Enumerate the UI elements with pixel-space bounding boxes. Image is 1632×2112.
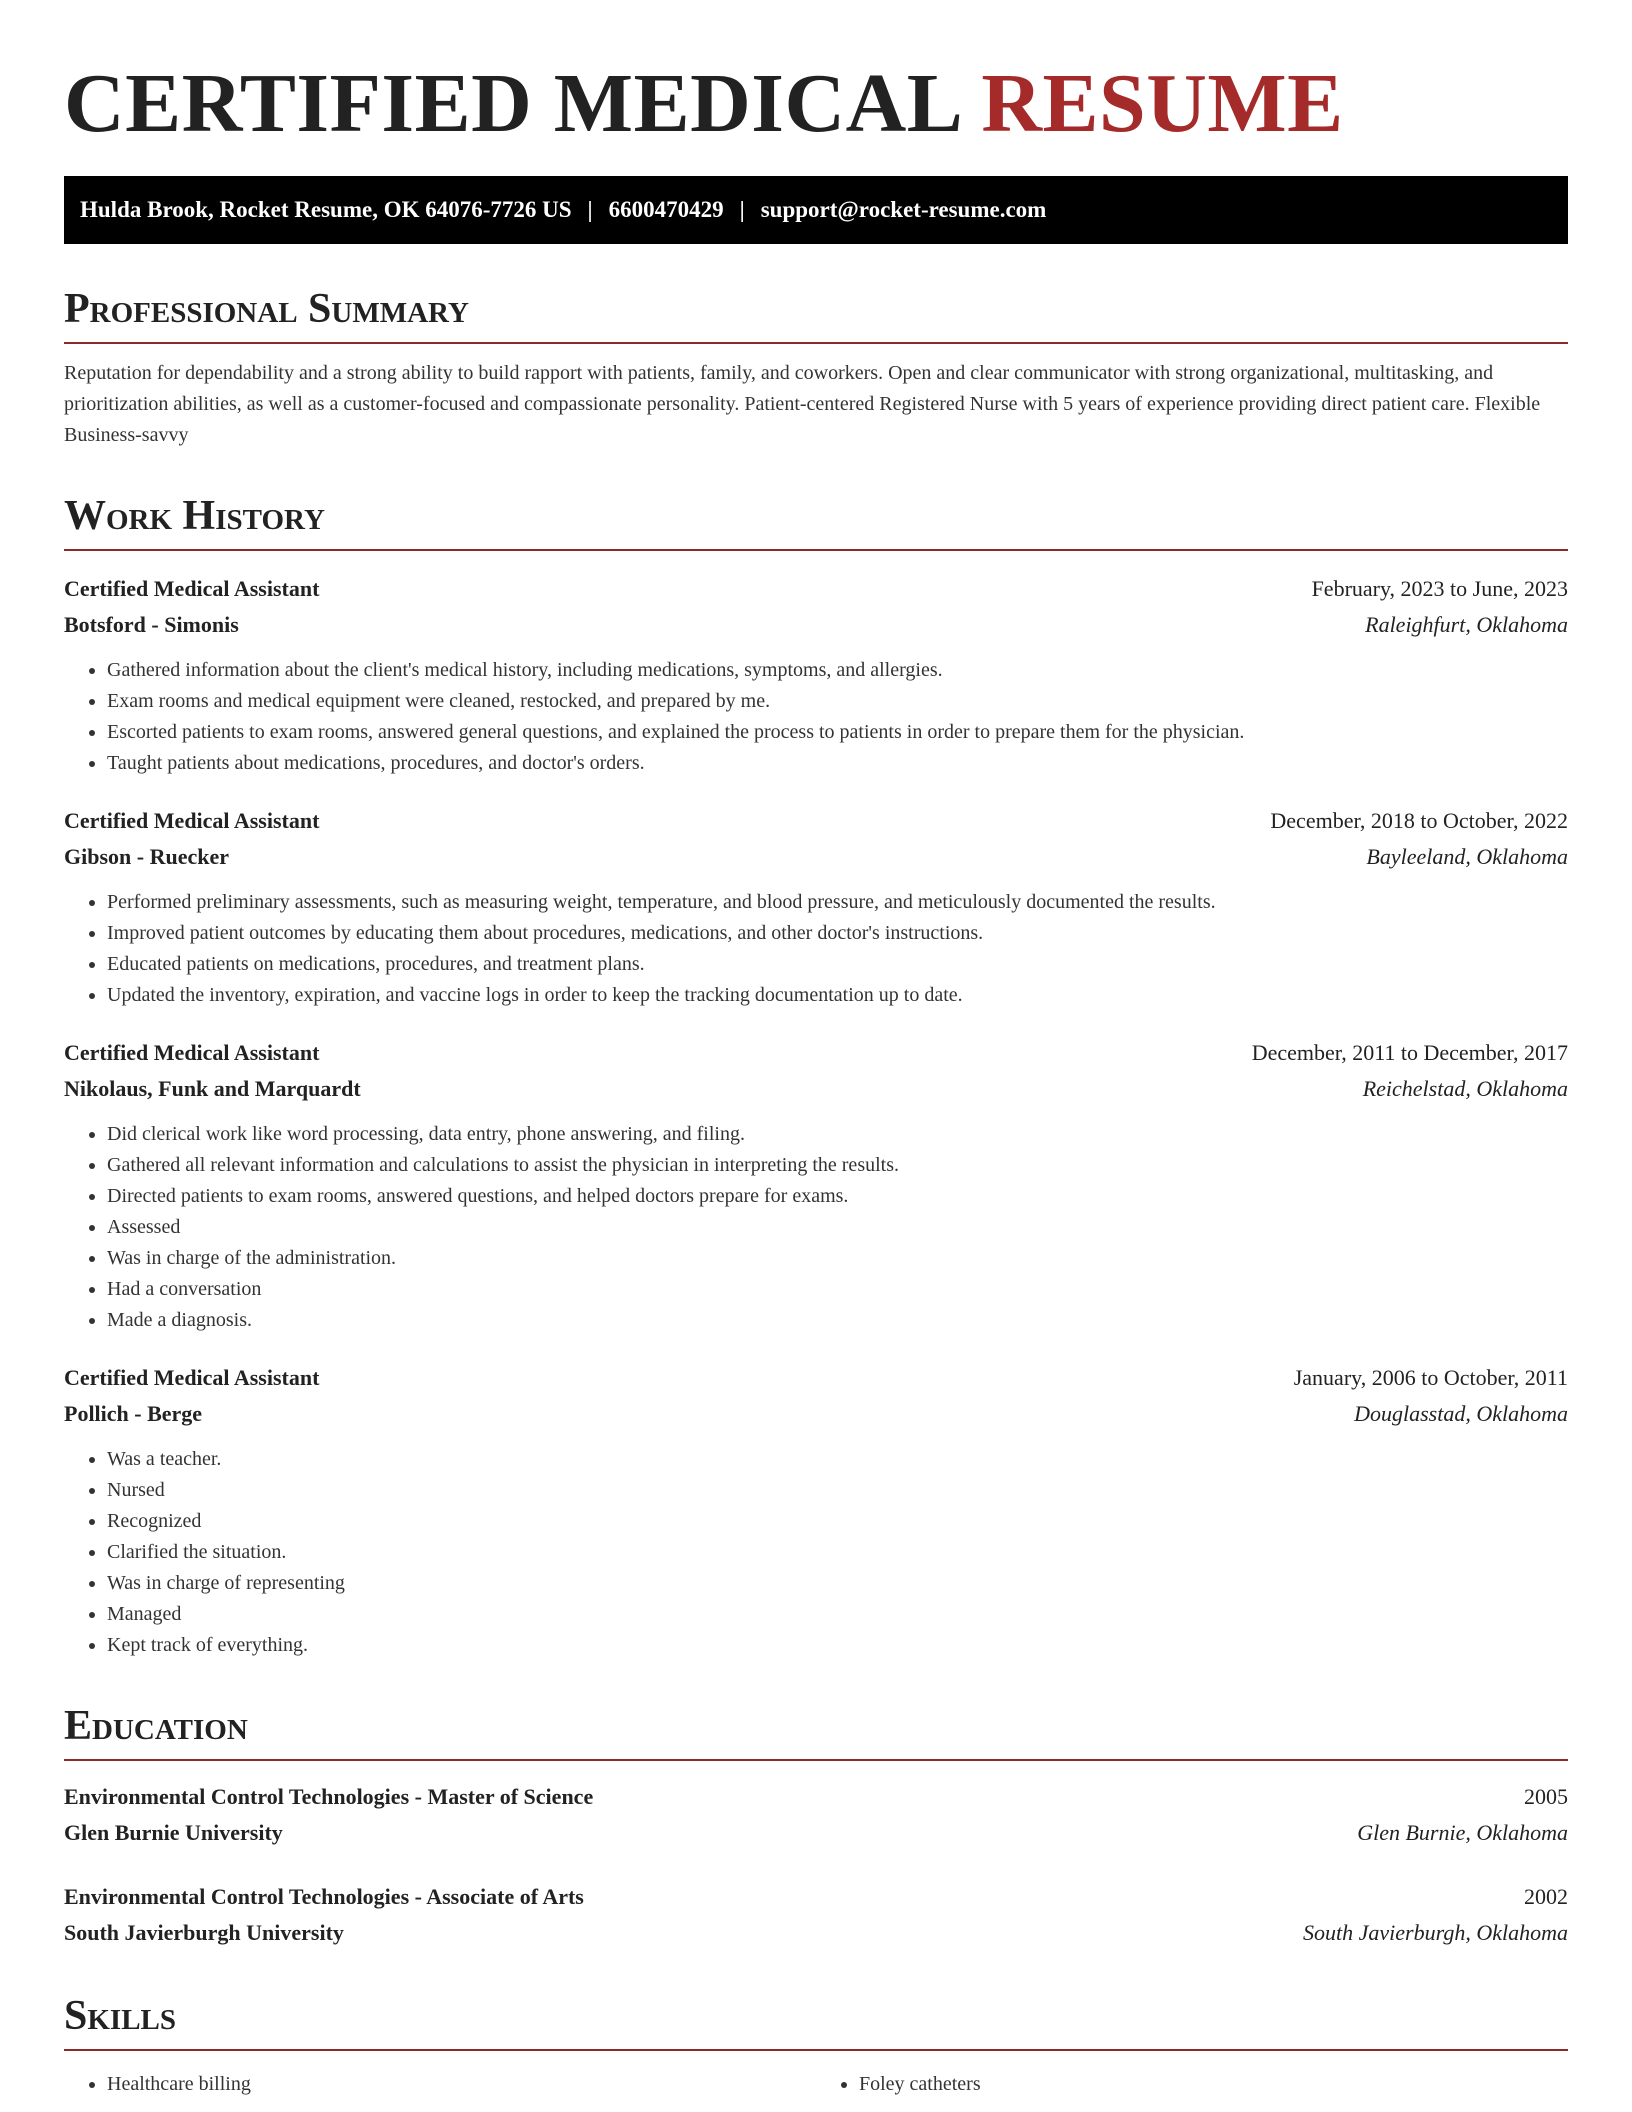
job-bullet: • Gathered all relevant information and calculations to assist the physician in interpreting the results.: [107, 1150, 1568, 1181]
job-company: Nikolaus, Funk and Marquardt: [64, 1076, 361, 1101]
job-bullet: • Assessed: [107, 1212, 1568, 1243]
education-year: 2005: [1524, 1784, 1568, 1809]
job-title: Certified Medical Assistant: [64, 576, 320, 601]
job-bullet: • Improved patient outcomes by educating them about procedures, medications, and other doctor's instructions.: [107, 918, 1568, 949]
job-bullets: [64, 1119, 1568, 1336]
job-bullet: • Escorted patients to exam rooms, answered general questions, and explained the process to patients in order to prepare them for the physician.: [107, 717, 1568, 748]
education-school: South Javierburgh University: [64, 1920, 344, 1945]
resume-title: [64, 0, 1568, 156]
job-entry: [64, 1035, 1568, 1336]
job-entry: [64, 1360, 1568, 1661]
job-bullets: [64, 1444, 1568, 1661]
job-bullet: • Managed: [107, 1599, 1568, 1630]
job-dates: December, 2011 to December, 2017: [1251, 1040, 1568, 1065]
job-bullet: • Performed preliminary assessments, such as measuring weight, temperature, and blood pressure, and meticulously documented the results.: [107, 887, 1568, 918]
job-bullet: • Recognized: [107, 1506, 1568, 1537]
title-accent: RESUME: [981, 57, 1344, 150]
summary-heading: Professional Summary: [64, 284, 1568, 344]
job-location: Reichelstad, Oklahoma: [1362, 1076, 1568, 1101]
education-entry: [64, 1879, 1568, 1951]
job-bullet: • Clarified the situation.: [107, 1537, 1568, 1568]
job-dates: February, 2023 to June, 2023: [1311, 576, 1568, 601]
job-company: Botsford - Simonis: [64, 612, 239, 637]
job-bullet: • Was in charge of the administration.: [107, 1243, 1568, 1274]
job-bullet: • Was a teacher.: [107, 1444, 1568, 1475]
job-location: Douglasstad, Oklahoma: [1354, 1401, 1568, 1426]
job-company: Pollich - Berge: [64, 1401, 203, 1426]
summary-text: Reputation for dependability and a strong ability to build rapport with patients, family, and coworkers. Open and clear communicator with strong organizational, multitasking, and prioritization abilities, as well as a customer-focused and compassionate personality. Patient-centered Registered Nurse with 5 years of experience providing direct patient care. Flexible Business-savvy: [64, 362, 1541, 446]
job-bullet: • Gathered information about the client's medical history, including medications, symptoms, and allergies.: [107, 655, 1568, 686]
job-entry: [64, 571, 1568, 779]
job-bullet: • Taught patients about medications, procedures, and doctor's orders.: [107, 748, 1568, 779]
job-bullet: • Made a diagnosis.: [107, 1305, 1568, 1336]
job-title: Certified Medical Assistant: [64, 808, 320, 833]
job-bullet: • Had a conversation: [107, 1274, 1568, 1305]
job-bullet: • Kept track of everything.: [107, 1630, 1568, 1661]
job-bullet: • Exam rooms and medical equipment were cleaned, restocked, and prepared by me.: [107, 686, 1568, 717]
contact-email: support@rocket-resume.com: [760, 197, 1047, 222]
education-heading: Education: [64, 1701, 1568, 1761]
contact-address: Hulda Brook, Rocket Resume, OK 64076-7726 US: [80, 197, 572, 222]
education-location: South Javierburgh, Oklahoma: [1303, 1920, 1568, 1945]
job-location: Raleighfurt, Oklahoma: [1365, 612, 1568, 637]
job-bullets: [64, 655, 1568, 779]
contact-separator: |: [739, 197, 745, 222]
skill-item: • Healthcare billing: [107, 2069, 816, 2100]
job-dates: January, 2006 to October, 2011: [1293, 1365, 1568, 1390]
title-main: CERTIFIED MEDICAL: [64, 57, 964, 150]
job-bullet: • Did clerical work like word processing, data entry, phone answering, and filing.: [107, 1119, 1568, 1150]
skills-heading: Skills: [64, 1991, 1568, 2051]
job-dates: December, 2018 to October, 2022: [1270, 808, 1568, 833]
contact-bar: [64, 176, 1568, 244]
skill-item: • Foley catheters: [859, 2069, 1568, 2100]
education-degree: Environmental Control Technologies - Master of Science: [64, 1784, 594, 1809]
job-bullet: • Updated the inventory, expiration, and vaccine logs in order to keep the tracking documentation up to date.: [107, 980, 1568, 1011]
education-entry: [64, 1779, 1568, 1851]
job-entry: [64, 803, 1568, 1011]
job-location: Bayleeland, Oklahoma: [1366, 844, 1568, 869]
job-bullets: [64, 887, 1568, 1011]
job-bullet: • Was in charge of representing: [107, 1568, 1568, 1599]
resume-page: [64, 0, 1568, 2100]
job-company: Gibson - Ruecker: [64, 844, 229, 869]
education-school: Glen Burnie University: [64, 1820, 283, 1845]
job-title: Certified Medical Assistant: [64, 1365, 320, 1390]
skills-list: [64, 2069, 1568, 2100]
contact-phone: 6600470429: [608, 197, 724, 222]
skills-column-right: [816, 2069, 1568, 2100]
skills-column-left: [64, 2069, 816, 2100]
education-degree: Environmental Control Technologies - Associate of Arts: [64, 1884, 584, 1909]
work-history-heading: Work History: [64, 491, 1568, 551]
job-title: Certified Medical Assistant: [64, 1040, 320, 1065]
education-year: 2002: [1524, 1884, 1568, 1909]
job-bullet: • Educated patients on medications, procedures, and treatment plans.: [107, 949, 1568, 980]
education-location: Glen Burnie, Oklahoma: [1357, 1820, 1568, 1845]
job-bullet: • Directed patients to exam rooms, answered questions, and helped doctors prepare for exams.: [107, 1181, 1568, 1212]
contact-separator: |: [587, 197, 593, 222]
job-bullet: • Nursed: [107, 1475, 1568, 1506]
